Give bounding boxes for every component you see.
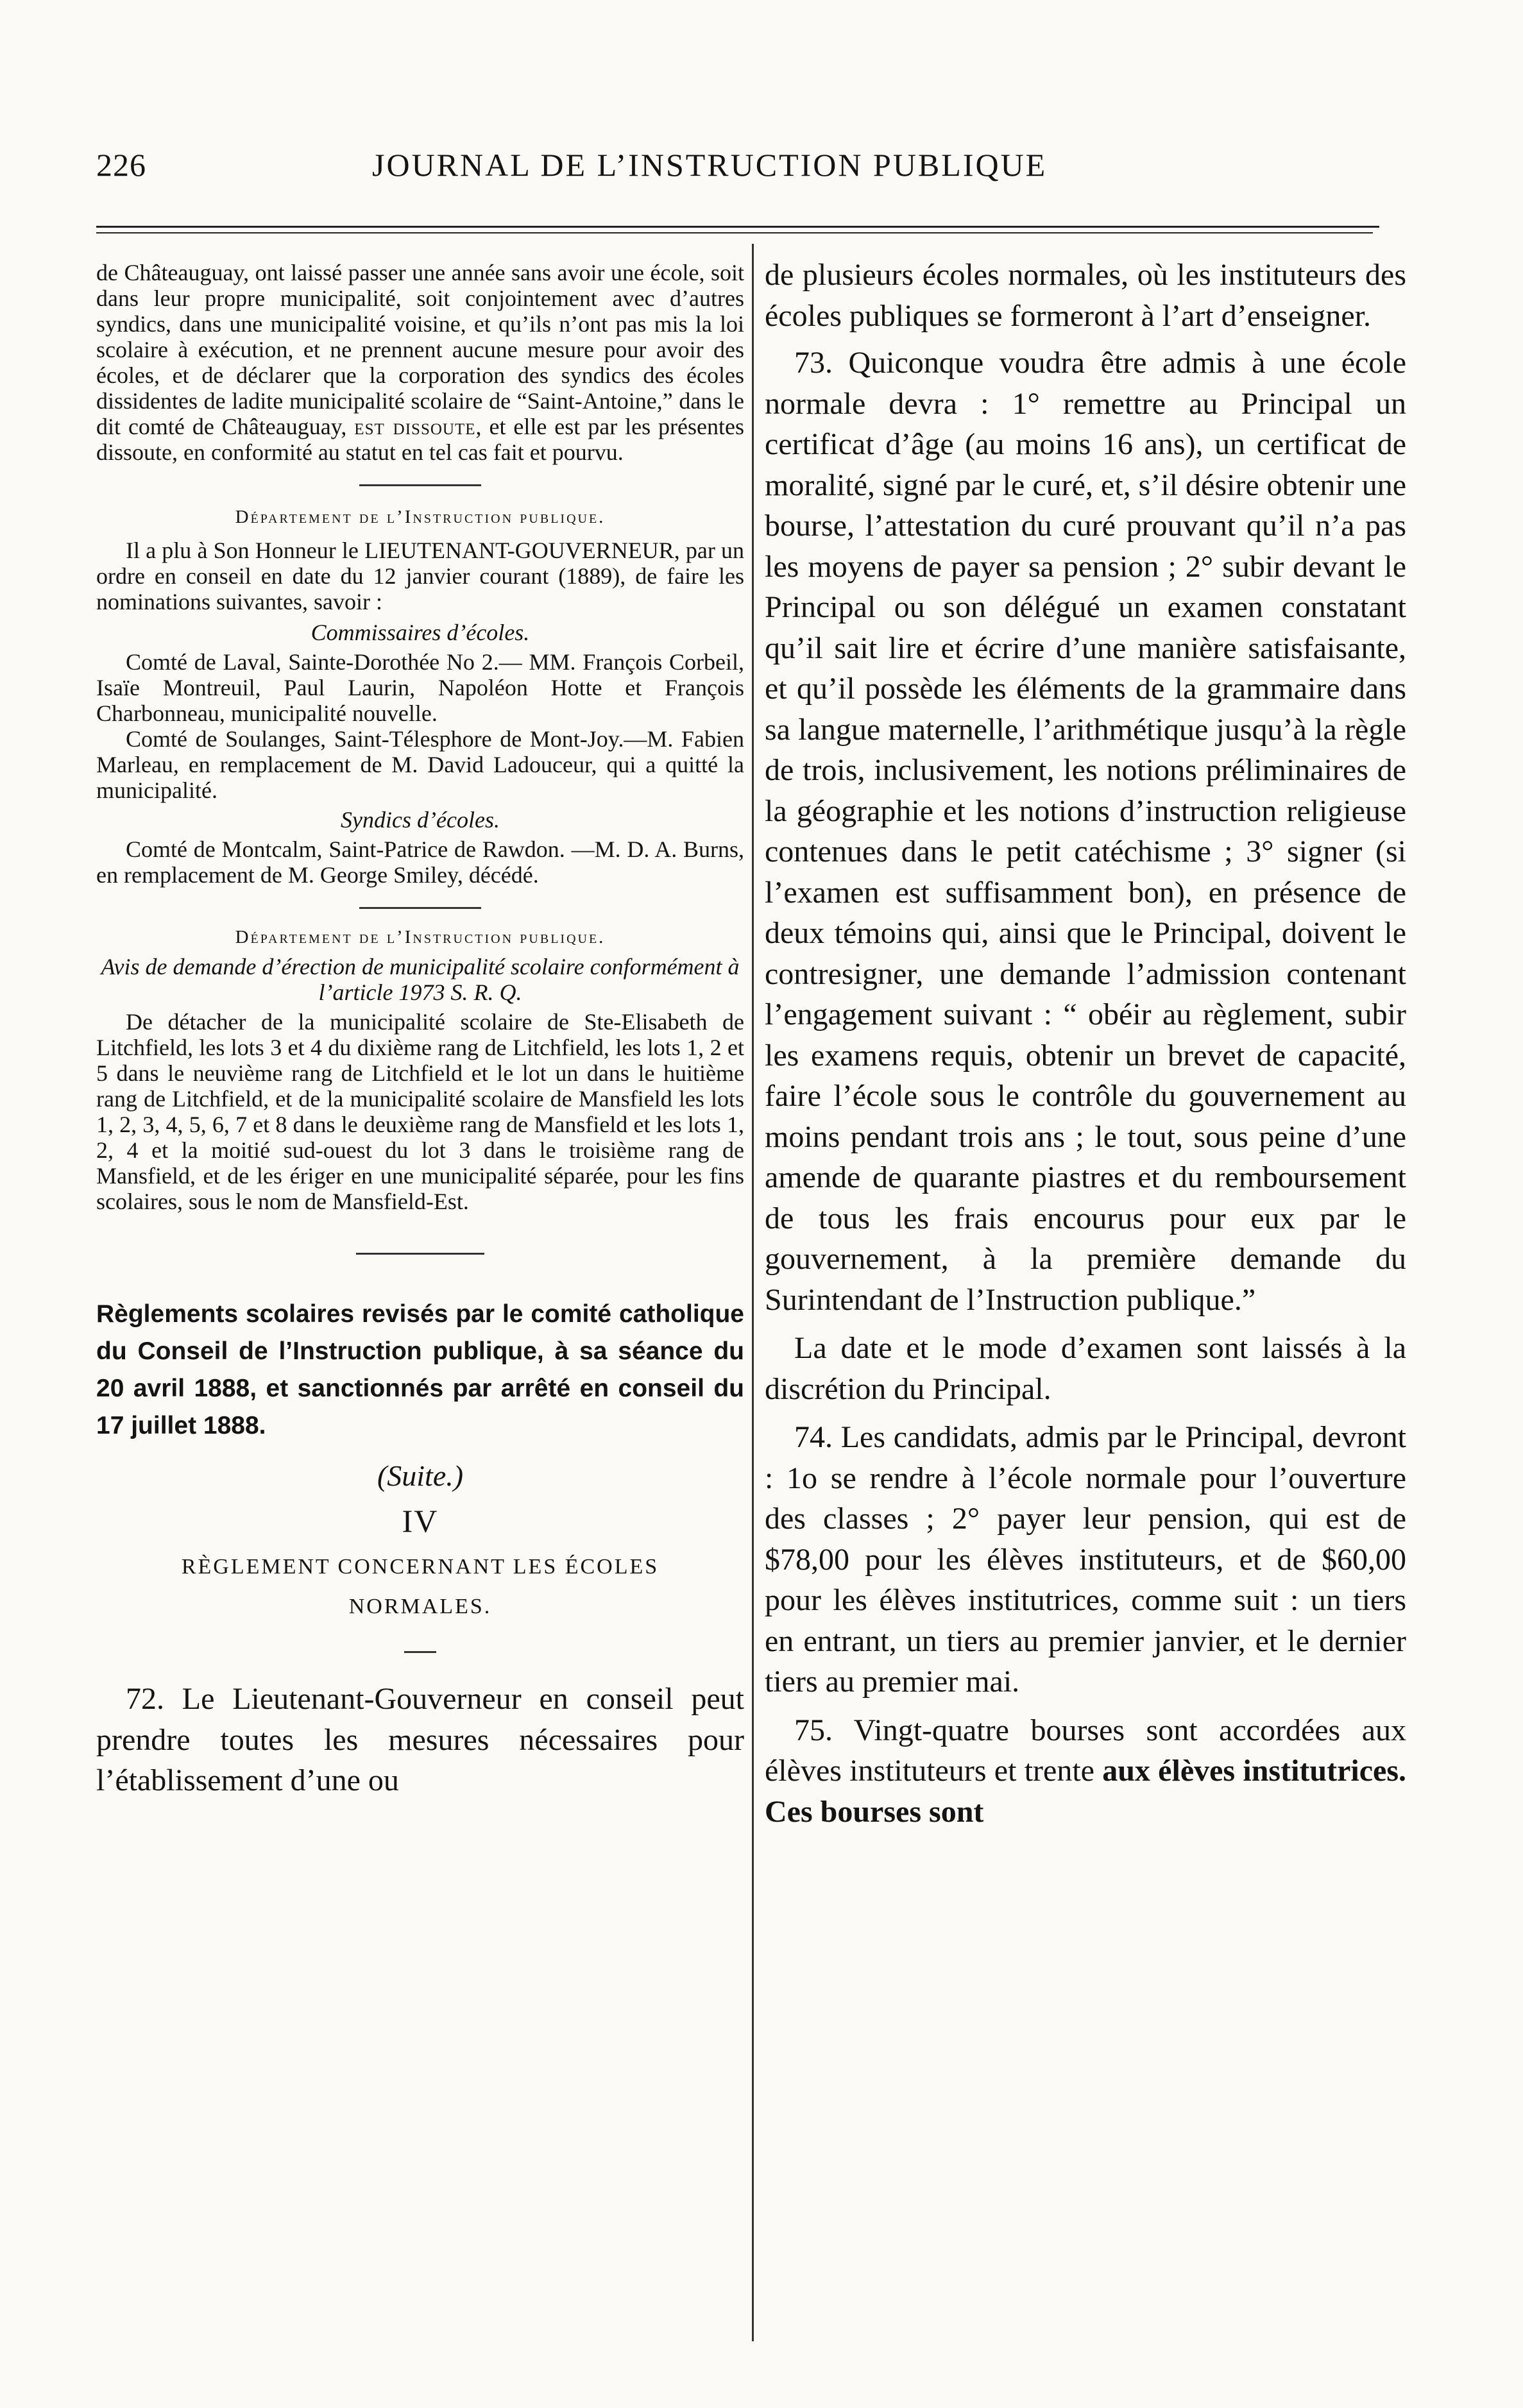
- header-rule-top: [96, 226, 1379, 228]
- reglement-title-line2: NORMALES.: [348, 1595, 492, 1618]
- header-rule-bottom: [96, 232, 1373, 233]
- dissolution-text-end: , et elle est par les présentes dissoute, en conformité au statut en tel cas fait et pourvu.: [96, 414, 744, 465]
- running-title: JOURNAL DE L’INSTRUCTION PUBLIQUE: [372, 147, 1048, 183]
- article-72: 72. Le Lieutenant-Gouverneur en conseil peut prendre toutes les mesures nécessaires pour l’établissement d’une ou: [96, 1682, 744, 1797]
- section-number: IV: [402, 1503, 439, 1539]
- date-paragraph: La date et le mode d’examen sont laissés à la discrétion du Principal.: [765, 1331, 1406, 1406]
- syndics-heading: Syndics d’écoles.: [341, 807, 500, 833]
- article-73: 73. Quiconque voudra être admis à une école normale devra : 1° remettre au Principal un certificat d’âge (au moins 16 ans), un certificat de moralité, signé par le curé, et, s’il désire obtenir une bourse, l’attestation du curé prouvant qu’il n’a pas les moyens de payer sa pension ; 2° subir devant le Principal ou son délégué un examen constatant qu’il sait lire et écrire d’une manière satisfaisante, et qu’il possède les éléments de la grammaire dans sa langue maternelle, l’arithmétique jusqu’à la règle de trois, inclusivement, les notions préliminaires de la géographie et les notions d’instruction religieuse contenues dans le petit catéchisme ; 3° signer (si l’examen est suffisamment bon), en présence de deux témoins qui, ainsi que le Principal, doivent le contresigner, une demande l’admission contenant l’engagement suivant : “ obéir au règlement, subir les examens requis, obtenir un brevet de capacité, faire l’école sous le contrôle du gouvernement au moins pendant trois ans ; le tout, sous peine d’une amende de quarante piastres et du remboursement de tous les frais encourus pour eux par le gouvernement, à la première demande du Surintendant de l’Instruction publique.”: [765, 346, 1406, 1317]
- syndics-montcalm: Comté de Montcalm, Saint-Patrice de Rawdon. —M. D. A. Burns, en remplacement de M. George Smiley, décédé.: [96, 836, 744, 888]
- reglements-title: Règlements scolaires revisés par le comité catholique du Conseil de l’Instruction publique, à sa séance du 20 avril 1888, et sanctionnés par arrêté en conseil du 17 juillet 1888.: [96, 1300, 744, 1439]
- dissolution-paragraph: [96, 260, 744, 465]
- department-heading-1: Département de l’Instruction publique.: [235, 507, 606, 527]
- article-75-bold: aux élèves institutrices. Ces bourses sont: [765, 1754, 1406, 1829]
- reglement-title-line1: RÈGLEMENT CONCERNANT LES ÉCOLES: [181, 1555, 659, 1579]
- avis-body: De détacher de la municipalité scolaire de Ste-Elisabeth de Litchfield, les lots 3 et 4 du dixième rang de Litchfield, les lots 1, 2 et 5 dans le neuvième rang de Litchfield et le lot un dans le huitième rang de Litchfield, et de la municipalité scolaire de Mansfield les lots 1, 2, 3, 4, 5, 6, 7 et 8 dans le deuxième rang de Mansfield et les lots 1, 2, 4 et la moitié sud-ouest du lot 3 dans le troisième rang de Mansfield, et de les ériger en une municipalité séparée, pour les fins scolaires, sous le nom de Mansfield-Est.: [96, 1009, 744, 1214]
- right-column: [765, 260, 1406, 1832]
- section-rule: [359, 907, 481, 909]
- column-divider: [752, 244, 754, 2341]
- dissolution-text: de Châteauguay, ont laissé passer une année sans avoir une école, soit dans leur propre municipalité, soit conjointement avec d’autres syndics, dans une municipalité voisine, et qu’ils n’ont pas mis la loi scolaire à exécution, et ne prennent aucune mesure pour avoir des écoles, et de déclarer que la corporation des syndics des écoles dissidentes de ladite municipalité scolaire de “Saint-Antoine,” dans le dit comté de Châteauguay,: [96, 260, 744, 439]
- article-75: [765, 1710, 1406, 1833]
- section-rule: [404, 1651, 436, 1653]
- article-74: 74. Les candidats, admis par le Principal, devront : 1o se rendre à l’école normale pour l’ouverture des classes ; 2° payer leur pension, qui est de $78,00 pour les élèves instituteurs, et de $60,00 pour les élèves institutrices, comme suit : un tiers en entrant, un tiers au premier janvier, et le dernier tiers au premier mai.: [765, 1420, 1406, 1699]
- commissaires-laval: Comté de Laval, Sainte-Dorothée No 2.— MM. François Corbeil, Isaïe Montreuil, Paul Laurin, Napoléon Hotte et François Charbonneau, municipalité nouvelle.: [96, 649, 744, 726]
- article-75-text: 75. Vingt-quatre bourses sont accordées aux élèves instituteurs et trente: [765, 1713, 1406, 1788]
- dissolution-smallcaps: est dissoute: [354, 414, 476, 439]
- section-rule: [356, 1253, 484, 1255]
- page-header: [96, 146, 1399, 198]
- department-heading-2: Département de l’Instruction publique.: [235, 927, 606, 947]
- page-number: 226: [96, 147, 146, 183]
- appointments-intro: Il a plu à Son Honneur le LIEUTENANT-GOUVERNEUR, par un ordre en conseil en date du 12 janvier courant (1889), de faire les nominations suivantes, savoir :: [96, 538, 744, 615]
- suite-label: (Suite.): [377, 1459, 464, 1492]
- section-rule: [359, 484, 481, 486]
- commissaires-soulanges: Comté de Soulanges, Saint-Télesphore de Mont-Joy.—M. Fabien Marleau, en remplacement de M. David Ladouceur, qui a quitté la municipalité.: [96, 726, 744, 803]
- avis-heading: Avis de demande d’érection de municipalité scolaire conformément à l’article 1973 S. R. Q.: [101, 954, 740, 1005]
- continuation-paragraph: de plusieurs écoles normales, où les instituteurs des écoles publiques se formeront à l’art d’enseigner.: [765, 258, 1406, 333]
- commissaires-heading: Commissaires d’écoles.: [311, 620, 530, 645]
- left-column: [96, 260, 744, 1801]
